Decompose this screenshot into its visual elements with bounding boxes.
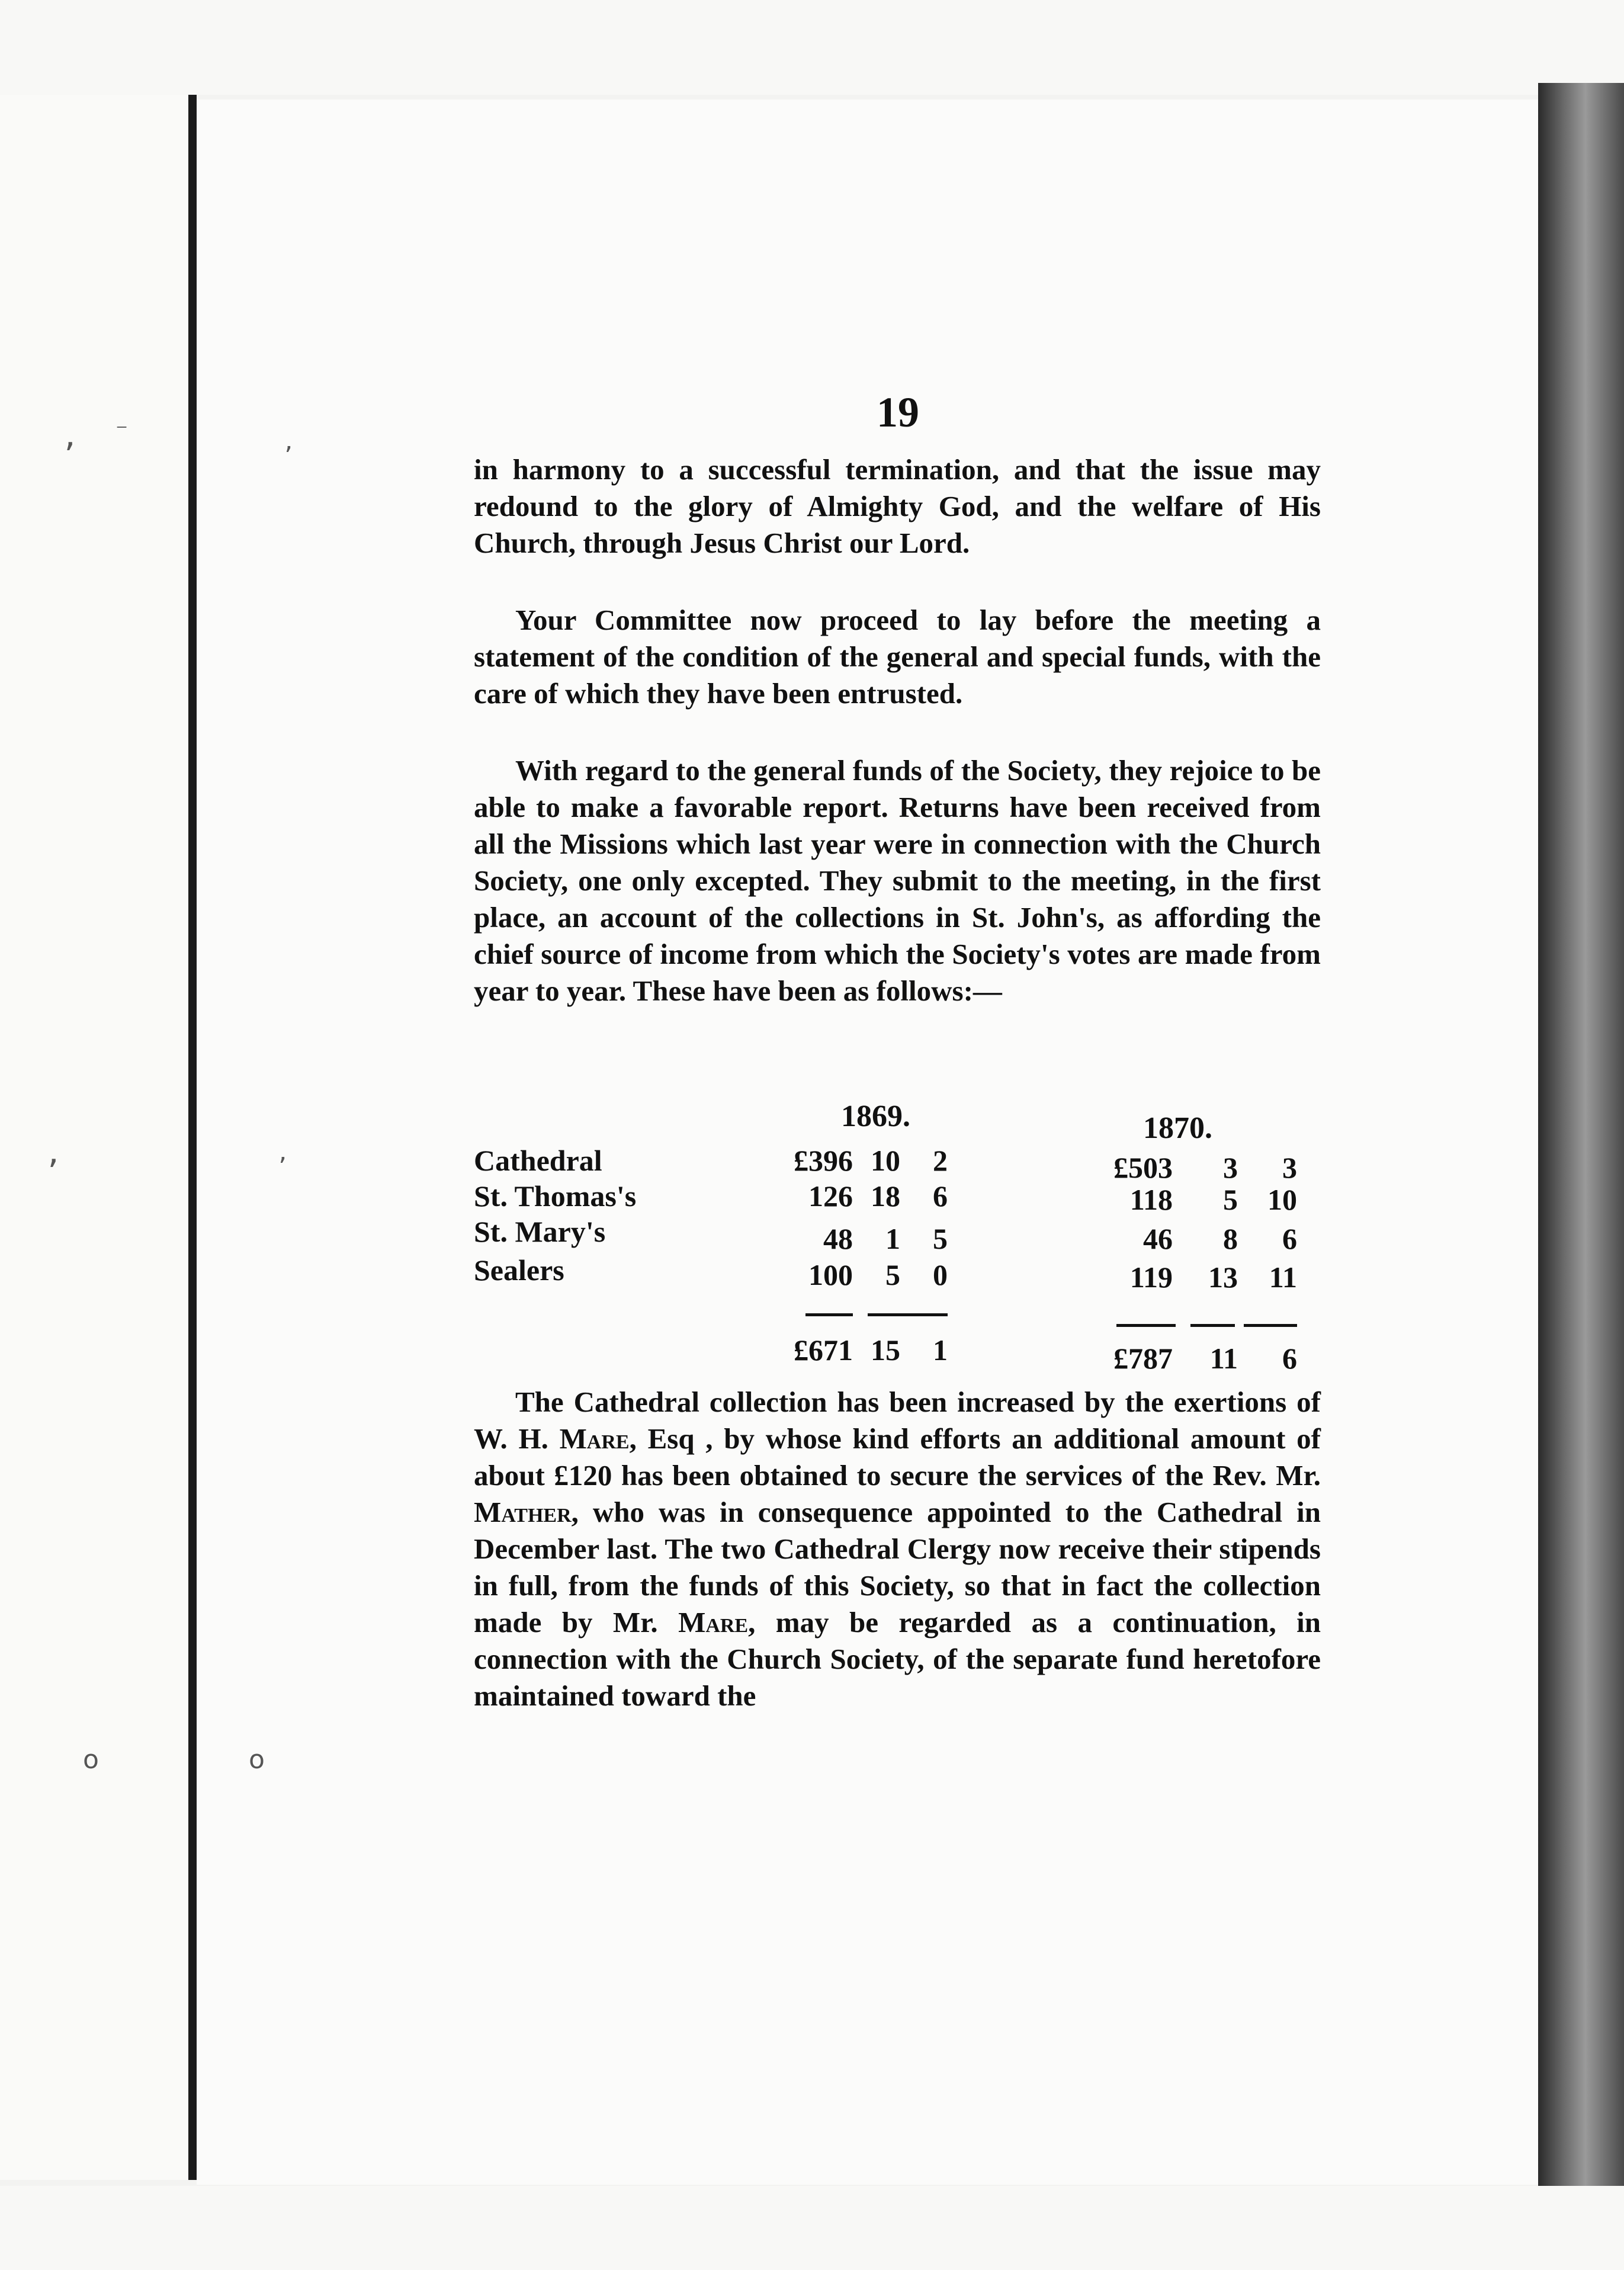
scan-speck: ʼ: [284, 441, 293, 472]
paragraph: [474, 451, 1321, 562]
cell: 13: [1208, 1261, 1238, 1294]
year-heading: 1869.: [841, 1099, 910, 1133]
text-run: , who was in consequence appointed to the Cathedral in December last. The two Cathedral Clergy now receive their stipends in full, from the funds of this Society, so that in fact the collection made by Mr.: [474, 1496, 1321, 1639]
facing-page-edge: [0, 95, 197, 2180]
paragraph-text: in harmony to a successful termination, and that the issue may redound to the glory of Almighty God, and the welfare of His Church, through Jesus Christ our Lord.: [474, 453, 1321, 559]
cell: 10: [871, 1144, 900, 1177]
total-cell: 6: [1282, 1342, 1297, 1375]
scan-speck: ʼ: [47, 1152, 59, 1194]
text-run: The Cathedral collection has been increased by the exertions of W. H.: [474, 1386, 1321, 1455]
paragraph-text: Your Committee now proceed to lay before the meeting a statement of the condition of the general and special funds, with the care of which they have been entrusted.: [474, 604, 1321, 710]
paragraph: [474, 1384, 1321, 1714]
text-run: , Esq , by whose kind efforts an additional amount of about £120 has been obtained to secure the services of the Rev. Mr.: [474, 1422, 1321, 1492]
sum-rule: [1116, 1324, 1176, 1327]
cell: 5: [1223, 1183, 1238, 1216]
total-cell: £787: [1113, 1342, 1173, 1375]
cell: 119: [1129, 1261, 1173, 1294]
scan-speck: ʼ: [278, 1152, 287, 1182]
cell: 11: [1269, 1261, 1297, 1294]
scan-speck: ⁻: [115, 418, 129, 445]
book-page: [197, 100, 1538, 2185]
paragraph: [474, 752, 1321, 1009]
table-row: [474, 1253, 1333, 1294]
cell: 3: [1282, 1151, 1297, 1184]
cell: 3: [1223, 1151, 1238, 1184]
cell: 126: [808, 1179, 853, 1213]
cell: 5: [885, 1258, 900, 1291]
table-total-row: [474, 1333, 1333, 1375]
cell: 5: [933, 1222, 948, 1255]
paragraph-text: [474, 1384, 1321, 1714]
cell: 8: [1223, 1222, 1238, 1255]
cell: 46: [1143, 1222, 1173, 1255]
cell: £503: [1113, 1151, 1173, 1184]
scan-speck: o: [249, 1745, 265, 1775]
table-row: [474, 1214, 1333, 1255]
scan-top-margin: [0, 0, 1624, 95]
name-small-caps: Mather: [474, 1496, 572, 1528]
name-small-caps: Mare: [559, 1422, 630, 1455]
cell: 6: [933, 1179, 948, 1213]
scan-bottom-margin: [0, 2186, 1624, 2270]
cell: 2: [933, 1144, 948, 1177]
cell: 100: [808, 1258, 853, 1291]
name-small-caps: Mare: [678, 1606, 749, 1639]
cell: 10: [1267, 1183, 1297, 1216]
page-gutter-shadow: [1538, 83, 1624, 2192]
cell: 48: [823, 1222, 853, 1255]
row-label: St. Thomas's: [474, 1179, 637, 1213]
sum-rule: [1244, 1324, 1297, 1327]
scan-speck: ʼ: [64, 435, 76, 477]
cell: 6: [1282, 1222, 1297, 1255]
row-label: Cathedral: [474, 1144, 602, 1177]
total-cell: 15: [871, 1333, 900, 1367]
total-cell: £671: [794, 1333, 853, 1367]
sum-rule: [1190, 1324, 1235, 1327]
table-row: [474, 1179, 1333, 1214]
scan-speck: o: [83, 1745, 99, 1775]
cell: 0: [933, 1258, 948, 1291]
sum-rule: [868, 1313, 948, 1316]
cell: 18: [871, 1179, 900, 1213]
year-heading: 1870.: [1143, 1111, 1212, 1145]
row-label: St. Mary's: [474, 1215, 606, 1248]
sum-rule: [805, 1313, 853, 1316]
text-run: , may be regarded as a continuation, in connection with the Church Society, of the separate fund heretofore maintained toward the: [474, 1606, 1321, 1712]
cell: £396: [794, 1144, 853, 1177]
cell: 118: [1129, 1183, 1173, 1216]
paragraph-text: With regard to the general funds of the Society, they rejoice to be able to make a favorable report. Returns have been received from all the Missions which last year were in connection with the Church Society, one only excepted. They submit to the meeting, in the first place, an account of the collections in St. John's, as affording the chief source of income from which the Society's votes are made from year to year. These have been as follows:—: [474, 754, 1321, 1007]
total-cell: 1: [933, 1333, 948, 1367]
row-label: Sealers: [474, 1253, 564, 1287]
page-number: 19: [877, 389, 919, 436]
cell: 1: [885, 1222, 900, 1255]
paragraph: [474, 602, 1321, 712]
table-row: [474, 1143, 1333, 1184]
total-cell: 11: [1209, 1342, 1238, 1375]
